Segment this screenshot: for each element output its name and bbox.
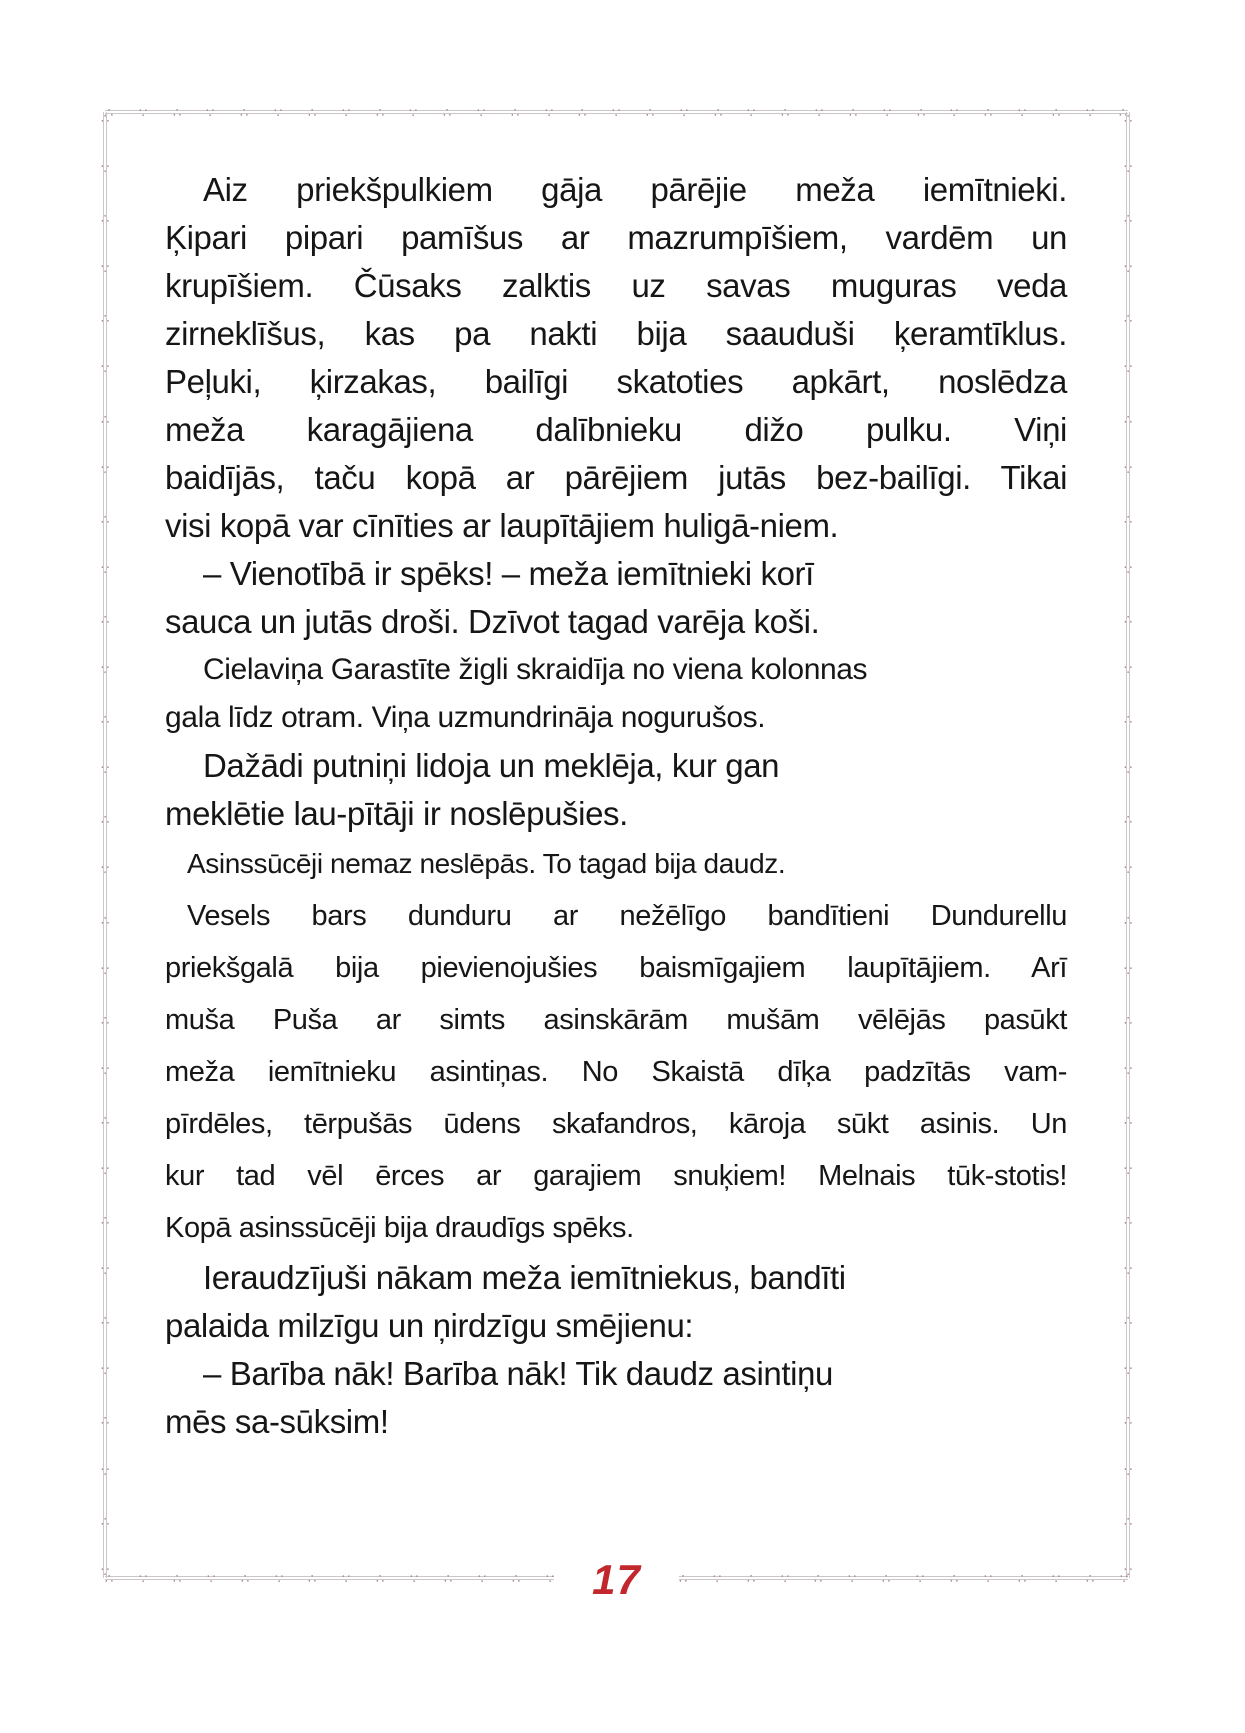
trefoil-dots-ornament: ∴ bbox=[984, 104, 993, 120]
trefoil-dots-ornament: ∴ bbox=[206, 1570, 215, 1586]
trefoil-dots-ornament: ∴ bbox=[1123, 1012, 1133, 1028]
trefoil-dots-ornament: ∴ bbox=[1123, 311, 1133, 327]
text-line: Cielaviņa Garastīte žigli skraidīja no viena kolonnas bbox=[203, 653, 868, 686]
trefoil-dots-ornament: ∴ bbox=[713, 104, 722, 120]
trefoil-dots-ornament: ∴ bbox=[1123, 1413, 1133, 1429]
trefoil-dots-ornament: ∴ bbox=[1123, 762, 1133, 778]
trefoil-dots-ornament: ∴ bbox=[100, 1513, 110, 1529]
trefoil-dots-ornament: ∴ bbox=[477, 1570, 487, 1586]
paragraph bbox=[165, 742, 1067, 838]
trefoil-dots-ornament: ∴ bbox=[679, 104, 689, 120]
border-left-line bbox=[100, 110, 110, 1579]
trefoil-dots-ornament: ∴ bbox=[100, 1463, 110, 1479]
trefoil-dots-ornament: ∴ bbox=[814, 1570, 823, 1586]
trefoil-dots-ornament: ∴ bbox=[1123, 1313, 1133, 1329]
trefoil-dots-ornament: ∴ bbox=[100, 812, 110, 828]
trefoil-dots-ornament: ∴ bbox=[100, 511, 110, 527]
trefoil-dots-ornament: ∴ bbox=[476, 104, 486, 120]
text-line: krupīšiem. Čūsaks zalktis uz savas muguras veda bbox=[165, 267, 1067, 304]
text-line: gala līdz otram. Viņa uzmundrināja nogurušos. bbox=[165, 701, 766, 734]
trefoil-dots-ornament: ∴ bbox=[100, 662, 110, 678]
border-top-line bbox=[105, 110, 1128, 114]
trefoil-dots-ornament: ∴ bbox=[1123, 1263, 1133, 1279]
trefoil-dots-ornament: ∴ bbox=[444, 1570, 453, 1586]
trefoil-dots-ornament: ∴ bbox=[342, 1570, 351, 1586]
trefoil-dots-ornament: ∴ bbox=[410, 1570, 419, 1586]
trefoil-dots-ornament: ∴ bbox=[1123, 411, 1133, 427]
trefoil-dots-ornament: ∴ bbox=[100, 762, 110, 778]
trefoil-dots-ornament: ∴ bbox=[1123, 361, 1133, 377]
text-line: zirneklīšus, kas pa nakti bija saauduši ķeramtīklus. bbox=[165, 315, 1067, 352]
trefoil-dots-ornament: ∴ bbox=[511, 1570, 521, 1586]
trefoil-dots-ornament: ∴ bbox=[172, 104, 181, 120]
text-line: meklētie lau-pītāji ir noslēpušies. bbox=[165, 795, 628, 832]
trefoil-dots-ornament: ∴ bbox=[545, 1570, 555, 1586]
trefoil-dots-ornament: ∴ bbox=[1017, 1570, 1027, 1586]
text-line: – Vienotībā ir spēks! – meža iemītnieki korī bbox=[203, 555, 814, 592]
text-line: Ieraudzījuši nākam meža iemītniekus, bandīti bbox=[203, 1259, 846, 1296]
border-bottom-right-line bbox=[679, 1576, 1128, 1580]
border-left-motifs bbox=[98, 112, 112, 1578]
border-bottom-left-segment bbox=[105, 1571, 554, 1585]
trefoil-dots-ornament: ∴ bbox=[1123, 611, 1133, 627]
trefoil-dots-ornament: ∴ bbox=[376, 1570, 385, 1586]
trefoil-dots-ornament: ∴ bbox=[100, 1413, 110, 1429]
trefoil-dots-ornament: ∴ bbox=[780, 1570, 789, 1586]
trefoil-dots-ornament: ∴ bbox=[240, 1570, 249, 1586]
trefoil-dots-ornament: ∴ bbox=[100, 261, 110, 277]
trefoil-dots-ornament: ∴ bbox=[100, 211, 110, 227]
trefoil-dots-ornament: ∴ bbox=[815, 104, 824, 120]
trefoil-dots-ornament: ∴ bbox=[443, 104, 452, 120]
border-bottom-left-line bbox=[105, 1576, 554, 1580]
trefoil-dots-ornament: ∴ bbox=[1051, 1570, 1061, 1586]
text-line: meža iemītnieku asintiņas. No Skaistā dīķa padzītās vam- bbox=[165, 1056, 1067, 1088]
trefoil-dots-ornament: ∴ bbox=[100, 561, 110, 577]
trefoil-dots-ornament: ∴ bbox=[544, 104, 553, 120]
border-left bbox=[98, 112, 112, 1578]
trefoil-dots-ornament: ∴ bbox=[341, 104, 350, 120]
trefoil-dots-ornament: ∴ bbox=[100, 912, 110, 928]
trefoil-dots-ornament: ∴ bbox=[916, 1570, 925, 1586]
trefoil-dots-ornament: ∴ bbox=[916, 104, 925, 120]
trefoil-dots-ornament: ∴ bbox=[950, 104, 959, 120]
trefoil-dots-ornament: ∴ bbox=[1123, 712, 1133, 728]
trefoil-dots-ornament: ∴ bbox=[100, 1263, 110, 1279]
trefoil-dots-ornament: ∴ bbox=[1123, 110, 1133, 127]
paragraph bbox=[165, 166, 1067, 550]
trefoil-dots-ornament: ∴ bbox=[274, 1570, 283, 1586]
trefoil-dots-ornament: ∴ bbox=[100, 1313, 110, 1329]
trefoil-dots-ornament: ∴ bbox=[882, 104, 891, 120]
trefoil-dots-ornament: ∴ bbox=[274, 104, 283, 120]
trefoil-dots-ornament: ∴ bbox=[1123, 261, 1133, 277]
text-line: visi kopā var cīnīties ar laupītājiem huligā-niem. bbox=[165, 507, 839, 544]
trefoil-dots-ornament: ∴ bbox=[100, 1012, 110, 1028]
trefoil-dots-ornament: ∴ bbox=[409, 104, 418, 120]
text-line: baidījās, taču kopā ar pārējiem jutās bez-bailīgi. Tikai bbox=[165, 459, 1067, 496]
text-line: muša Puša ar simts asinskārām mušām vēlējās pasūkt bbox=[165, 1004, 1067, 1036]
trefoil-dots-ornament: ∴ bbox=[848, 104, 858, 120]
text-line: Vesels bars dunduru ar nežēlīgo bandītieni Dundurellu bbox=[187, 900, 1067, 932]
text-line: priekšgalā bija pievienojušies baismīgajiem laupītājiem. Arī bbox=[165, 952, 1067, 984]
paragraph bbox=[165, 1350, 1067, 1446]
trefoil-dots-ornament: ∴ bbox=[950, 1570, 959, 1586]
trefoil-dots-ornament: ∴ bbox=[1123, 662, 1133, 678]
border-right-line bbox=[1123, 110, 1133, 1579]
trefoil-dots-ornament: ∴ bbox=[100, 361, 110, 377]
paragraph bbox=[165, 646, 1067, 742]
trefoil-dots-ornament: ∴ bbox=[100, 461, 110, 477]
page-number: 17 bbox=[592, 1556, 641, 1603]
trefoil-dots-ornament: ∴ bbox=[100, 411, 110, 427]
text-line: Aiz priekšpulkiem gāja pārējie meža iemītnieki. bbox=[203, 171, 1067, 208]
trefoil-dots-ornament: ∴ bbox=[678, 1570, 688, 1586]
story-text-block bbox=[165, 166, 1067, 1446]
trefoil-dots-ornament: ∴ bbox=[1123, 461, 1133, 477]
trefoil-dots-ornament: ∴ bbox=[1123, 1513, 1133, 1529]
trefoil-dots-ornament: ∴ bbox=[747, 104, 756, 120]
border-bottom-left-motifs bbox=[105, 1571, 554, 1585]
text-line: palaida milzīgu un ņirdzīgu smējienu: bbox=[165, 1307, 694, 1344]
trefoil-dots-ornament: ∴ bbox=[138, 1570, 148, 1586]
trefoil-dots-ornament: ∴ bbox=[1123, 812, 1133, 828]
trefoil-dots-ornament: ∴ bbox=[100, 161, 110, 177]
border-bottom-right-segment bbox=[679, 1571, 1128, 1585]
trefoil-dots-ornament: ∴ bbox=[1123, 1363, 1133, 1379]
text-line: Kopā asinssūcēji bija draudīgs spēks. bbox=[165, 1212, 634, 1244]
trefoil-dots-ornament: ∴ bbox=[240, 104, 249, 120]
trefoil-dots-ornament: ∴ bbox=[1119, 104, 1128, 120]
trefoil-dots-ornament: ∴ bbox=[100, 311, 110, 327]
trefoil-dots-ornament: ∴ bbox=[1119, 1570, 1128, 1586]
trefoil-dots-ornament: ∴ bbox=[848, 1570, 857, 1586]
trefoil-dots-ornament: ∴ bbox=[1085, 104, 1094, 120]
text-line: – Barība nāk! Barība nāk! Tik daudz asintiņu bbox=[203, 1355, 833, 1392]
border-right bbox=[1121, 112, 1135, 1578]
text-line: Dažādi putniņi lidoja un meklēja, kur gan bbox=[203, 747, 780, 784]
trefoil-dots-ornament: ∴ bbox=[100, 712, 110, 728]
trefoil-dots-ornament: ∴ bbox=[307, 104, 317, 120]
trefoil-dots-ornament: ∴ bbox=[138, 104, 148, 120]
paragraph bbox=[165, 838, 1067, 890]
trefoil-dots-ornament: ∴ bbox=[746, 1570, 755, 1586]
trefoil-dots-ornament: ∴ bbox=[1123, 1112, 1133, 1128]
trefoil-dots-ornament: ∴ bbox=[100, 1213, 110, 1229]
border-top bbox=[105, 105, 1128, 119]
trefoil-dots-ornament: ∴ bbox=[100, 110, 110, 127]
trefoil-dots-ornament: ∴ bbox=[1123, 1213, 1133, 1229]
trefoil-dots-ornament: ∴ bbox=[712, 1570, 722, 1586]
trefoil-dots-ornament: ∴ bbox=[1123, 1162, 1133, 1178]
trefoil-dots-ornament: ∴ bbox=[172, 1570, 182, 1586]
text-line: meža karagājiena dalībnieku dižo pulku. Viņi bbox=[165, 411, 1067, 448]
trefoil-dots-ornament: ∴ bbox=[1123, 1563, 1133, 1579]
text-line: Asinssūcēji nemaz neslēpās. To tagad bija daudz. bbox=[187, 848, 786, 879]
trefoil-dots-ornament: ∴ bbox=[1123, 862, 1133, 878]
text-line: sauca un jutās droši. Dzīvot tagad varēja koši. bbox=[165, 603, 820, 640]
trefoil-dots-ornament: ∴ bbox=[612, 104, 621, 120]
trefoil-dots-ornament: ∴ bbox=[1123, 161, 1133, 177]
text-line: kur tad vēl ērces ar garajiem snuķiem! Melnais tūk-stotis! bbox=[165, 1160, 1067, 1192]
trefoil-dots-ornament: ∴ bbox=[645, 104, 655, 120]
text-line: pīrdēles, tērpušās ūdens skafandros, kāroja sūkt asinis. Un bbox=[165, 1108, 1067, 1140]
trefoil-dots-ornament: ∴ bbox=[100, 1112, 110, 1128]
trefoil-dots-ornament: ∴ bbox=[100, 1363, 110, 1379]
border-right-motifs bbox=[1121, 112, 1135, 1578]
trefoil-dots-ornament: ∴ bbox=[104, 104, 114, 120]
trefoil-dots-ornament: ∴ bbox=[578, 104, 587, 120]
paragraph bbox=[165, 550, 1067, 646]
trefoil-dots-ornament: ∴ bbox=[100, 611, 110, 627]
trefoil-dots-ornament: ∴ bbox=[1123, 511, 1133, 527]
trefoil-dots-ornament: ∴ bbox=[1123, 211, 1133, 227]
trefoil-dots-ornament: ∴ bbox=[100, 1162, 110, 1178]
trefoil-dots-ornament: ∴ bbox=[100, 1062, 110, 1078]
trefoil-dots-ornament: ∴ bbox=[882, 1570, 891, 1586]
trefoil-dots-ornament: ∴ bbox=[1085, 1570, 1095, 1586]
trefoil-dots-ornament: ∴ bbox=[1123, 962, 1133, 978]
trefoil-dots-ornament: ∴ bbox=[1051, 104, 1061, 120]
trefoil-dots-ornament: ∴ bbox=[104, 1570, 114, 1586]
border-bottom bbox=[104, 1556, 1128, 1603]
trefoil-dots-ornament: ∴ bbox=[1123, 561, 1133, 577]
trefoil-dots-ornament: ∴ bbox=[1123, 912, 1133, 928]
trefoil-dots-ornament: ∴ bbox=[1123, 1062, 1133, 1078]
paragraph bbox=[165, 890, 1067, 1254]
trefoil-dots-ornament: ∴ bbox=[781, 104, 790, 120]
border-top-motifs bbox=[105, 105, 1128, 119]
trefoil-dots-ornament: ∴ bbox=[1017, 104, 1027, 120]
paragraph bbox=[165, 1254, 1067, 1350]
border-bottom-right-motifs bbox=[679, 1571, 1128, 1585]
trefoil-dots-ornament: ∴ bbox=[1123, 1463, 1133, 1479]
trefoil-dots-ornament: ∴ bbox=[206, 104, 215, 120]
trefoil-dots-ornament: ∴ bbox=[984, 1570, 993, 1586]
text-line: mēs sa-sūksim! bbox=[165, 1403, 389, 1440]
text-line: Ķipari pipari pamīšus ar mazrumpīšiem, vardēm un bbox=[165, 219, 1067, 256]
trefoil-dots-ornament: ∴ bbox=[308, 1570, 317, 1586]
trefoil-dots-ornament: ∴ bbox=[100, 1563, 110, 1579]
trefoil-dots-ornament: ∴ bbox=[100, 962, 110, 978]
trefoil-dots-ornament: ∴ bbox=[375, 104, 384, 120]
trefoil-dots-ornament: ∴ bbox=[100, 862, 110, 878]
trefoil-dots-ornament: ∴ bbox=[510, 104, 520, 120]
text-line: Peļuki, ķirzakas, bailīgi skatoties apkārt, noslēdza bbox=[165, 363, 1067, 400]
